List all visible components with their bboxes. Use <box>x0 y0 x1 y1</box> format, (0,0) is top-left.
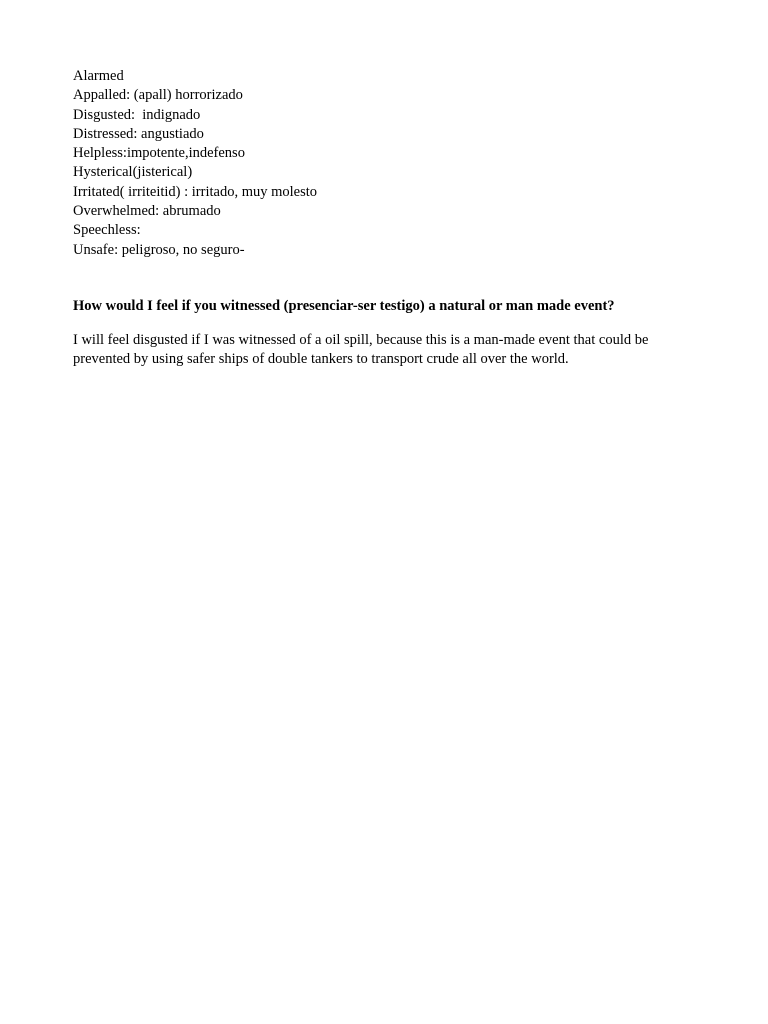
vocabulary-item: Alarmed <box>73 68 124 84</box>
vocabulary-list <box>73 67 703 260</box>
document-page <box>73 67 703 384</box>
vocabulary-item: Unsafe: peligroso, no seguro- <box>73 241 245 258</box>
answer-paragraph: I will feel disgusted if I was witnessed of a oil spill, because this is a man-made event that could be prevented by using safer ships of double tankers to transport crude all over the world. <box>73 331 649 368</box>
vocabulary-item: Overwhelmed: abrumado <box>73 203 221 220</box>
vocabulary-item: Speechless: <box>73 222 141 239</box>
vocabulary-item: Helpless:impotente,indefenso <box>73 145 245 162</box>
vocabulary-item: Irritated( irriteitid) : irritado, muy molesto <box>73 183 318 200</box>
vocabulary-item: Disgusted: indignado <box>73 106 201 123</box>
vocabulary-item: Distressed: angustiado <box>73 125 204 142</box>
vocabulary-item: Appalled: (apall) horrorizado <box>73 87 243 104</box>
question-heading: How would I feel if you witnessed (presenciar-ser testigo) a natural or man made event? <box>73 297 615 314</box>
vocabulary-item: Hysterical(jisterical) <box>73 164 193 181</box>
